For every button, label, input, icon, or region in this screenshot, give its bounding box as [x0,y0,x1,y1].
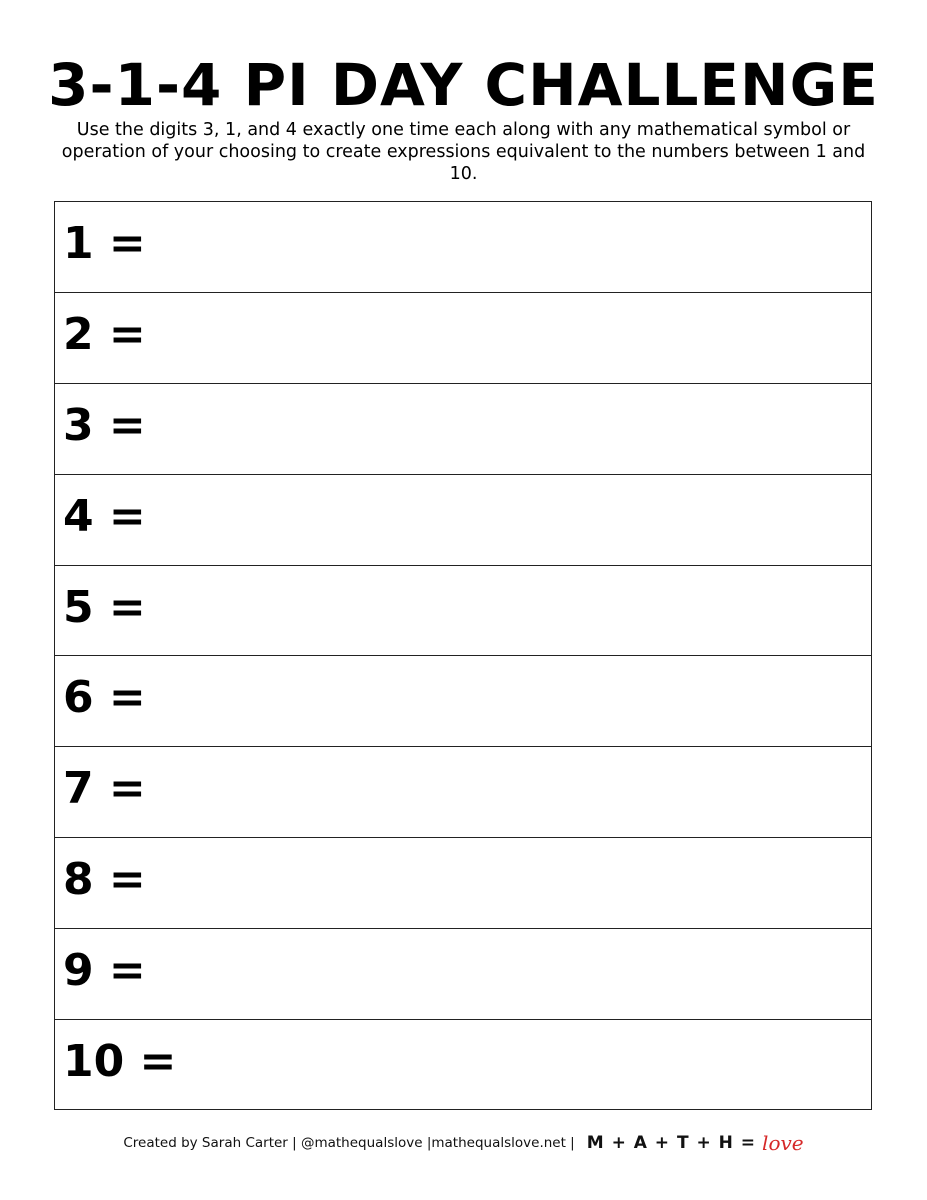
row-label: 4 = [63,490,146,542]
answer-field-4[interactable] [175,485,861,555]
footer [0,1128,927,1158]
answer-field-1[interactable] [175,212,861,282]
answer-row-10 [55,1020,871,1111]
footer-credit: Created by Sarah Carter | @mathequalslove |mathequalslove.net | [123,1135,575,1151]
math-equals-love-logo [587,1131,804,1155]
row-label: 5 = [63,581,146,633]
answer-row-9 [55,929,871,1020]
row-label: 6 = [63,672,146,724]
row-label: 7 = [63,763,146,815]
logo-text: M + A + T + H = [586,1133,757,1153]
answer-grid [54,201,872,1110]
answer-field-9[interactable] [175,939,861,1009]
answer-row-1 [55,202,871,293]
row-label: 2 = [63,308,146,360]
answer-field-6[interactable] [175,666,861,736]
row-label: 10 = [63,1036,177,1088]
instructions-text: Use the digits 3, 1, and 4 exactly one time each along with any mathematical symbol or operation of your choosing to create expressions equivalent to the numbers between 1 and 10. [61,120,866,184]
answer-field-10[interactable] [175,1030,861,1101]
answer-row-8 [55,838,871,929]
answer-field-5[interactable] [175,576,861,646]
row-label: 3 = [63,399,146,451]
answer-row-7 [55,747,871,838]
answer-row-5 [55,566,871,657]
answer-row-2 [55,293,871,384]
answer-field-2[interactable] [175,303,861,373]
row-label: 1 = [63,218,146,269]
answer-row-3 [55,384,871,475]
answer-row-6 [55,656,871,747]
row-label: 9 = [63,945,146,997]
answer-row-4 [55,475,871,566]
row-label: 8 = [63,854,146,906]
answer-field-3[interactable] [175,394,861,464]
answer-field-7[interactable] [175,757,861,827]
logo-love: love [762,1131,804,1155]
answer-field-8[interactable] [175,848,861,918]
page-title: 3-1-4 PI DAY CHALLENGE [48,51,879,119]
